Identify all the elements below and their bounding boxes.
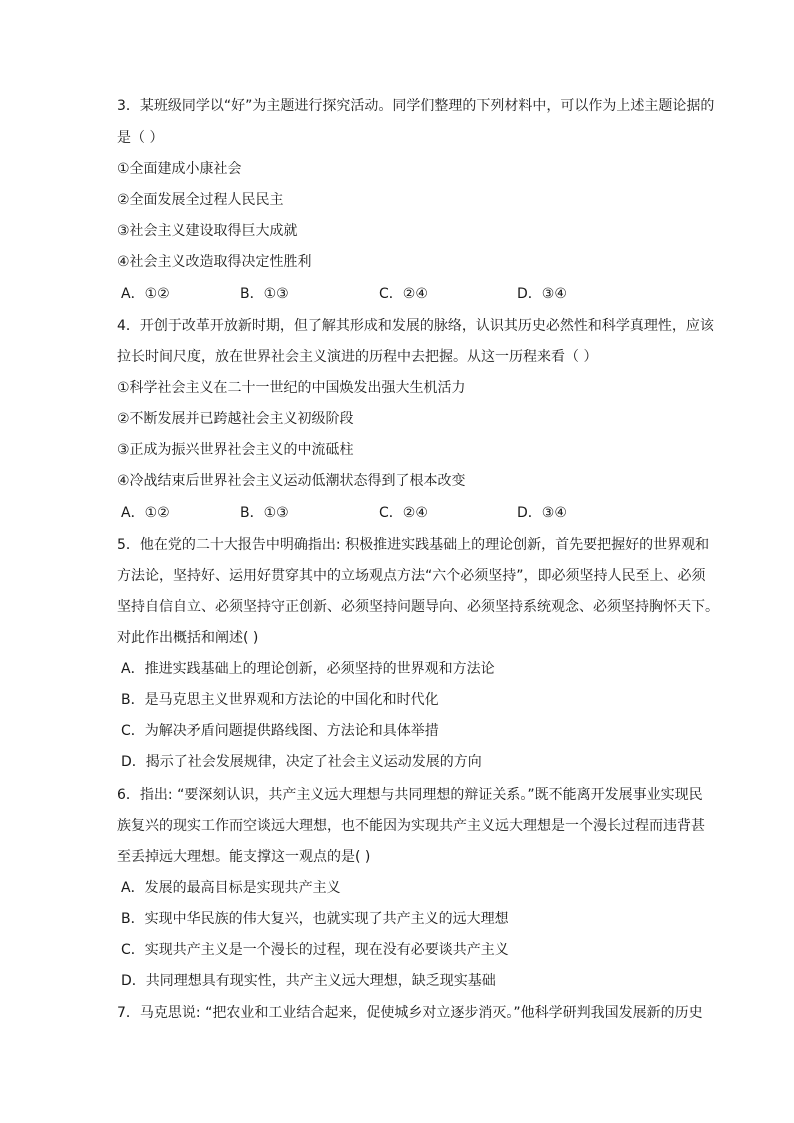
q3-option-d[interactable]: D．③④ bbox=[517, 286, 567, 302]
q6-choice-a[interactable]: A．发展的最高目标是实现共产主义 bbox=[121, 880, 341, 896]
q3-stem-line-1: 3．某班级同学以“好”为主题进行探究活动。同学们整理的下列材料中，可以作为上述主题论据的 bbox=[117, 98, 715, 114]
q4-item-2: ②不断发展并已跨越社会主义初级阶段 bbox=[117, 411, 354, 427]
q5-stem-line-3: 坚持自信自立、必须坚持守正创新、必须坚持问题导向、必须坚持系统观念、必须坚持胸怀天下。 bbox=[117, 599, 719, 615]
q3-stem-line-2: 是（ ） bbox=[117, 130, 164, 146]
q6-choice-b[interactable]: B．实现中华民族的伟大复兴，也就实现了共产主义的远大理想 bbox=[121, 911, 509, 927]
q5-choice-a[interactable]: A．推进实践基础上的理论创新，必须坚持的世界观和方法论 bbox=[121, 661, 495, 677]
q4-option-a[interactable]: A．①② bbox=[121, 505, 170, 521]
q3-option-b[interactable]: B．①③ bbox=[240, 286, 289, 302]
q4-item-3: ③正成为振兴世界社会主义的中流砥柱 bbox=[117, 442, 354, 458]
q5-choice-b[interactable]: B．是马克思主义世界观和方法论的中国化和时代化 bbox=[121, 692, 439, 708]
q6-stem-line-3: 至丢掉远大理想。能支撑这一观点的是( ) bbox=[117, 849, 371, 865]
q3-option-c[interactable]: C．②④ bbox=[379, 286, 428, 302]
q4-item-1: ①科学社会主义在二十一世纪的中国焕发出强大生机活力 bbox=[117, 380, 466, 396]
q5-choice-d[interactable]: D．揭示了社会发展规律，决定了社会主义运动发展的方向 bbox=[121, 754, 482, 770]
q6-choice-d[interactable]: D．共同理想具有现实性，共产主义远大理想，缺乏现实基础 bbox=[121, 973, 496, 989]
q6-choice-c[interactable]: C．实现共产主义是一个漫长的过程，现在没有必要谈共产主义 bbox=[121, 942, 509, 958]
q3-option-a[interactable]: A．①② bbox=[121, 286, 170, 302]
q7-stem-line-1: 7．马克思说: “把农业和工业结合起来，促使城乡对立逐步消灭。”他科学研判我国发展新的历史 bbox=[117, 1005, 703, 1021]
q4-option-b[interactable]: B．①③ bbox=[240, 505, 289, 521]
q5-stem-line-2: 方法论，坚持好、运用好贯穿其中的立场观点方法“六个必须坚持”，即必须坚持人民至上、必须 bbox=[117, 568, 706, 584]
q4-option-d[interactable]: D．③④ bbox=[517, 505, 567, 521]
q4-item-4: ④冷战结束后世界社会主义运动低潮状态得到了根本改变 bbox=[117, 473, 466, 489]
q3-item-3: ③社会主义建设取得巨大成就 bbox=[117, 223, 298, 239]
q4-stem-line-1: 4．开创于改革开放新时期，但了解其形成和发展的脉络，认识其历史必然性和科学真理性，应该 bbox=[117, 318, 714, 334]
q3-item-2: ②全面发展全过程人民民主 bbox=[117, 192, 284, 208]
q4-stem-line-2: 拉长时间尺度，放在世界社会主义演进的历程中去把握。从这一历程来看（ ） bbox=[117, 349, 598, 365]
q5-stem-line-1: 5．他在党的二十大报告中明确指出: 积极推进实践基础上的理论创新，首先要把握好的世界观和 bbox=[117, 537, 710, 553]
q5-choice-c[interactable]: C．为解决矛盾问题提供路线图、方法论和具体举措 bbox=[121, 723, 439, 739]
q3-item-4: ④社会主义改造取得决定性胜利 bbox=[117, 254, 312, 270]
q3-item-1: ①全面建成小康社会 bbox=[117, 161, 242, 177]
q6-stem-line-1: 6．指出: “要深刻认识，共产主义远大理想与共同理想的辩证关系。”既不能离开发展事业实现民 bbox=[117, 787, 703, 803]
q4-option-c[interactable]: C．②④ bbox=[379, 505, 428, 521]
q5-stem-line-4: 对此作出概括和阐述( ) bbox=[117, 630, 259, 646]
q6-stem-line-2: 族复兴的现实工作而空谈远大理想，也不能因为实现共产主义远大理想是一个漫长过程而违背甚 bbox=[117, 818, 705, 834]
